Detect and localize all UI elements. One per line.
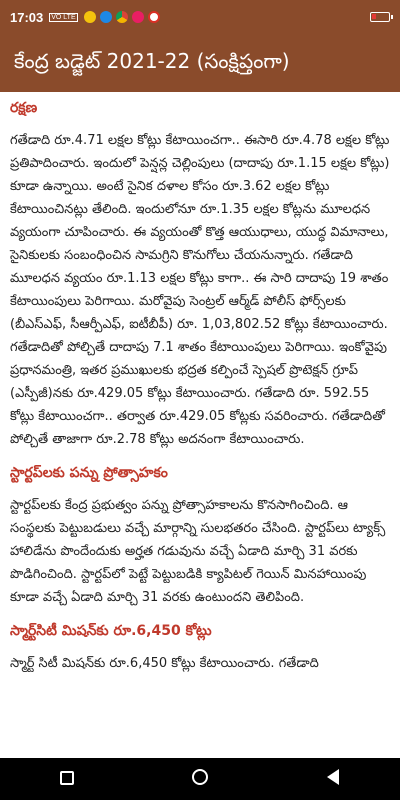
battery-icon xyxy=(370,12,390,22)
status-time: 17:03 xyxy=(10,9,44,25)
pink-app-icon xyxy=(132,11,144,23)
back-icon xyxy=(327,769,339,785)
status-right xyxy=(370,12,390,22)
back-button[interactable] xyxy=(313,769,353,790)
recents-icon xyxy=(60,771,74,785)
section-heading-defence: రక్షణ xyxy=(10,100,38,116)
recents-button[interactable] xyxy=(47,769,87,790)
article-content[interactable] xyxy=(0,92,400,800)
app-bar xyxy=(0,34,400,92)
section-text-smart-city: స్మార్ట్ సిటీ మిషన్‌కు రూ.6,450 కోట్లు కేటాయించారు. గతేడాది xyxy=(10,656,319,671)
status-bar xyxy=(0,0,400,34)
section-text-defence: గతేడాది రూ.4.71 లక్షల కోట్లు కేటాయించగా.. ఈసారి రూ.4.78 లక్షల కోట్లు ప్రతిపాదించారు. ఇందులో పెన్షన్ల చెల్లింపులు (దాదాపు రూ.1.15 లక్షల కోట్లు) కూడా ఉన్నాయి. అంటే సైనిక దళాల కోసం రూ.3.62 లక్షల కోట్లు కేటాయించినట్లు తేలింది. ఇందులోనూ రూ.1.35 లక్షల కోట్లను మూలధన వ్యయంగా చూపించారు. ఈ వ్యయంతో కొత్త ఆయుధాలు, యుద్ధ విమానాలు, సైనికులకు సంబంధించిన సామగ్రిని కొనుగోలు చేయనున్నారు. గతేడాది మూలధన వ్యయం రూ.1.13 లక్షల కోట్లు కాగా.. ఈ సారి దాదాపు 19 శాతం కేటాయింపులు పెరిగాయి. మరోవైపు సెంట్రల్ ఆర్మ్‌డ్ పోలీస్ ఫోర్స్‌లకు (బీఎస్ఎఫ్, సీఆర్పీఎఫ్, ఐటీబీపీ) రూ. 1,03,802.52 కోట్లు కేటాయించారు. గతేడాదితో పోల్చితే దాదాపు 7.1 శాతం కేటాయింపులు పెరిగాయి. ఇంకోవైపు ప్రధానమంత్రి, ఇతర ప్రముఖులకు భద్రత కల్పించే స్పెషల్ ప్రొటెక్షన్ గ్రూప్ (ఎస్పీజీ)నకు రూ.429.05 కోట్లు కేటాయించారు. గతేడాది రూ. 592.55 కోట్లు కేటాయించగా.. తర్వాత రూ.429.05 కోట్లకు సవరించారు. గతేడాదితో పోల్చితే తాజాగా రూ.2.78 కోట్లు అదనంగా కేటాయించారు. xyxy=(10,133,390,447)
system-nav-bar xyxy=(0,758,400,800)
notification-icons xyxy=(84,11,160,23)
home-icon xyxy=(192,769,208,785)
page-title: కేంద్ర బడ్జెట్ 2021-22 (సంక్షిప్తంగా) xyxy=(14,48,290,73)
section-heading-startups: స్టార్టప్‌లకు పన్ను ప్రోత్సాహకం xyxy=(10,465,168,481)
volte-indicator: VO LTE xyxy=(51,13,76,21)
blue-app-icon xyxy=(100,11,112,23)
home-button[interactable] xyxy=(180,769,220,790)
section-text-startups: స్టార్టప్‌లకు కేంద్ర ప్రభుత్వం పన్ను ప్రోత్సాహకాలను కొనసాగించింది. ఆ సంస్థలకు పెట్టుబడులు వచ్చే మార్గాన్ని సులభతరం చేసింది. స్టార్టప్‌లు ట్యాక్స్ హాలిడేను పొందేందుకు అర్హత గడువును వచ్చే ఏడాది మార్చి 31 వరకు పొడిగించింది. స్టార్టప్‌లో పెట్టే పెట్టుబడికి క్యాపిటల్ గెయిన్ మినహాయింపు కూడా వచ్చే ఏడాది మార్చి 31 వరకు ఉంటుందని తెలిపింది. xyxy=(10,498,386,605)
section-heading-smart-city: స్మార్ట్‌సిటీ మిషన్‌కు రూ.6,450 కోట్లు xyxy=(10,623,212,639)
battery-level xyxy=(372,14,376,19)
yellow-app-icon xyxy=(84,11,96,23)
chrome-icon xyxy=(116,11,128,23)
gmail-icon xyxy=(148,11,160,23)
